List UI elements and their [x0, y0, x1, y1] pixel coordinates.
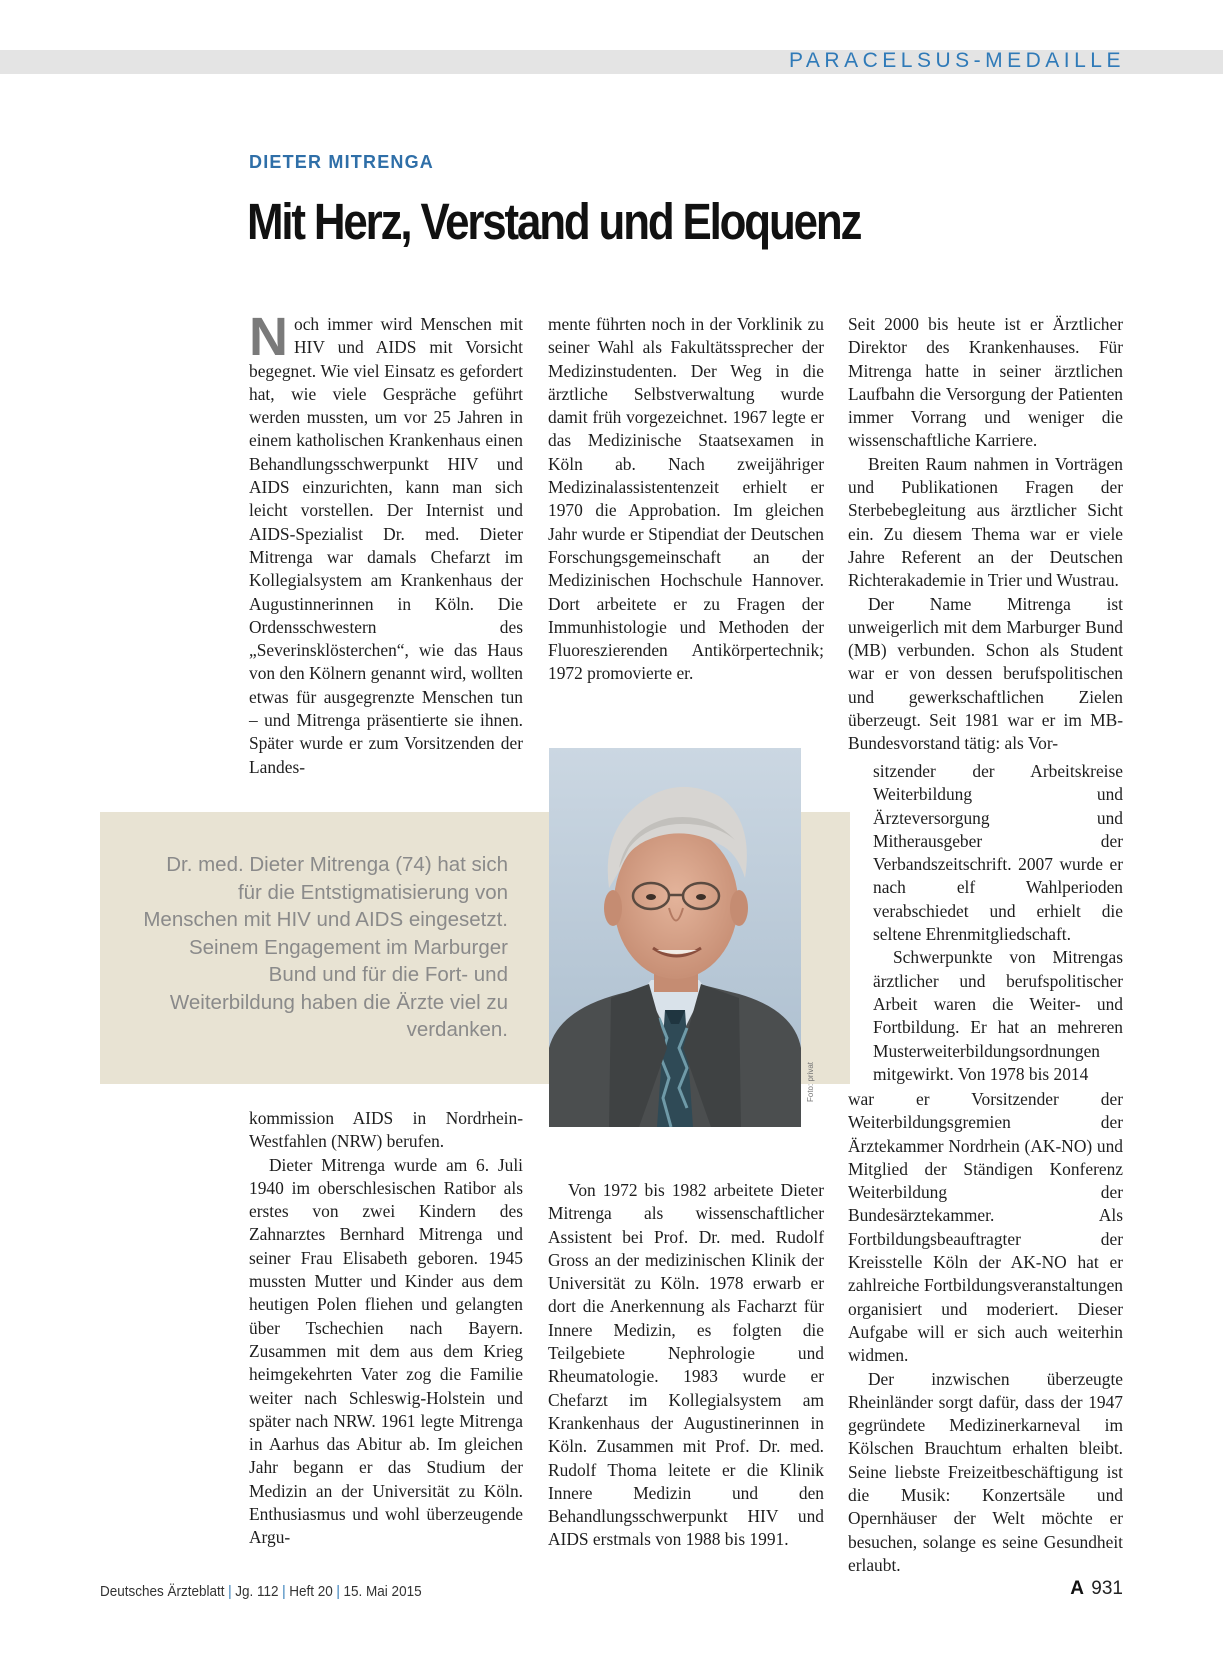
photo-credit: Foto: privat: [806, 1061, 815, 1102]
paragraph: Von 1972 bis 1982 arbeitete Dieter Mitrenga als wissenschaftlicher Assistent bei Prof. Dr. med. Rudolf Gross an der medizinischen Klinik der Universität zu Köln. 1978 erwarb er dort die Anerkennung als Facharzt für Innere Medizin, es folgten die Teilgebiete Nephrologie und Rheumatologie. 1983 wurde er Chefarzt im Kollegialsystem am Krankenhaus der Augustinerinnen in Köln. Zusammen mit Prof. Dr. med. Rudolf Thoma leitete er die Klinik Innere Medizin und den Behandlungsschwerpunkt HIV und AIDS erstmals von 1988 bis 1991.: [548, 1180, 824, 1550]
column-3-bottom: [848, 1088, 1123, 1577]
paragraph: Der inzwischen überzeugte Rheinländer sorgt dafür, dass der 1947 gegründete Medizinerkarneval im Kölschen Brauchtum erhalten bleibt. Seine liebste Freizeitbeschäftigung ist die Musik: Konzertsäle und Opernhäuser der Welt möchte er besuchen, solange es seine Gesundheit erlaubt.: [848, 1368, 1123, 1575]
journal-name: Deutsches Ärzteblatt: [100, 1583, 225, 1600]
volume: Jg. 112: [235, 1583, 279, 1600]
issue: Heft 20: [289, 1583, 333, 1600]
drop-cap: N: [249, 307, 288, 367]
paragraph: Der Name Mitrenga ist unweigerlich mit dem Marburger Bund (MB) verbunden. Schon als Student war er von dessen berufspolitischen und gewerkschaftlichen Zielen überzeugt. Seit 1981 war er im MB-Bundesvorstand tätig: als Vor-: [848, 593, 1123, 754]
portrait-illustration: [549, 748, 801, 1127]
paragraph: mente führten noch in der Vorklinik zu seiner Wahl als Fakultätssprecher der Medizinstudenten. Der Weg in die ärztliche Selbstverwaltung wurde damit früh vorgezeichnet. 1967 legte er das Medizinische Staatsexamen in Köln ab. Nach zweijähriger Medizinalassistentenzeit erhielt er 1970 die Approbation. Im gleichen Jahr wurde er Stipendiat der Deutschen Forschungsgemeinschaft an der Medizinischen Hochschule Hannover. Dort arbeitete er zu Fragen der Immunhistologie und Methoden der Fluoreszierenden Antikörpertechnik; 1972 promovierte er.: [548, 314, 824, 684]
paragraph: sitzender der Arbeitskreise Weiterbildung und Ärzteversorgung und Mitherausgeber der Verbandszeitschrift. 2007 wurde er nach elf Wahlperioden verabschiedet und erhielt die seltene Ehrenmitgliedschaft.: [873, 761, 1123, 945]
separator: |: [336, 1583, 340, 1600]
paragraph: Breiten Raum nahmen in Vorträgen und Publikationen Fragen der Sterbebegleitung aus ärztlicher Sicht ein. Zu diesem Thema war er viele Jahre Referent an der Deutschen Richterakademie in Trier und Wustrau.: [848, 453, 1123, 591]
section-label: PARACELSUS-MEDAILLE: [788, 49, 1125, 72]
paragraph: kommission AIDS in Nordrhein-Westfahlen (NRW) berufen.: [249, 1108, 523, 1152]
column-3-indented: [873, 760, 1123, 1086]
paragraph: war er Vorsitzender der Weiterbildungsgremien der Ärztekammer Nordrhein (AK-NO) und Mitglied der Ständigen Konferenz Weiterbildung der Bundesärztekammer. Als Fortbildungsbeauftragter der Kreisstelle Köln der AK-NO hat er zahlreiche Fortbildungsveranstaltungen organisiert und moderiert. Dieser Aufgabe will er sich auch weiterhin widmen.: [848, 1089, 1123, 1366]
article-kicker: DIETER MITRENGA: [249, 152, 435, 172]
column-1-bottom: [249, 1107, 523, 1550]
paragraph: Dieter Mitrenga wurde am 6. Juli 1940 im oberschlesischen Ratibor als erstes von zwei Kindern des Zahnarztes Bernhard Mitrenga und seiner Frau Elisabeth geboren. 1945 mussten Mutter und Kinder aus dem heutigen Polen fliehen und gelangten über Tschechien nach Bayern. Zusammen mit dem aus dem Krieg heimgekehrten Vater zog die Familie weiter nach Schleswig-Holstein und später nach NRW. 1961 legte Mitrenga in Aarhus das Abitur ab. Im gleichen Jahr begann er das Studium der Medizin an der Universität zu Köln. Enthusiasmus und wohl überzeugende Argu-: [249, 1154, 523, 1548]
separator: |: [282, 1583, 286, 1600]
page-prefix: A: [1070, 1578, 1085, 1599]
page-number-value: 931: [1091, 1578, 1123, 1599]
column-2-top: [548, 313, 824, 686]
footer-citation: [100, 1583, 422, 1600]
pullquote: Dr. med. Dieter Mitrenga (74) hat sich für die Entstigmatisierung von Menschen mit HIV und AIDS eingesetzt. Seinem Engagement im Marburger Bund und für die Fort- und Weiterbildung haben die Ärzte viel zu verdanken.: [143, 853, 508, 1041]
column-3-top: [848, 313, 1123, 756]
page-number: [1070, 1578, 1123, 1600]
issue-date: 15. Mai 2015: [343, 1583, 422, 1600]
paragraph-intro: Noch immer wird Menschen mit HIV und AIDS mit Vorsicht begegnet. Wie viel Einsatz es gefordert hat, wie viele Gespräche geführt werden mussten, um vor 25 Jahren in einem katholischen Krankenhaus einen Behandlungsschwerpunkt HIV und AIDS einzurichten, kann man sich leicht vorstellen. Der Internist und AIDS-Spezialist Dr. med. Dieter Mitrenga war damals Chefarzt im Kollegialsystem am Krankenhaus der Augustinnerinnen in Köln. Die Ordensschwestern des „Severinsklösterchen“, wie das Haus von den Kölnern genannt wird, wollten etwas für ausgegrenzte Menschen tun – und Mitrenga präsentierte sie ihnen. Später wurde er zum Vorsitzenden der Landes-: [249, 307, 523, 777]
column-1-top: [249, 307, 523, 779]
paragraph: Schwerpunkte von Mitrengas ärztlicher und berufspolitischer Arbeit waren die Weiter- und Fortbildung. Er hat an mehreren Musterweiterbildungsordnungen mitgewirkt. Von 1978 bis 2014: [873, 947, 1123, 1084]
article-headline: Mit Herz, Verstand und Eloquenz: [247, 193, 861, 250]
separator: |: [228, 1583, 232, 1600]
column-2-bottom: [548, 1179, 824, 1552]
paragraph: Seit 2000 bis heute ist er Ärztlicher Direktor des Krankenhauses. Für Mitrenga hatte in seiner ärztlichen Laufbahn die Versorgung der Patienten immer Vorrang und weniger die wissenschaftliche Karriere.: [848, 314, 1123, 451]
portrait-photo: [549, 748, 801, 1127]
